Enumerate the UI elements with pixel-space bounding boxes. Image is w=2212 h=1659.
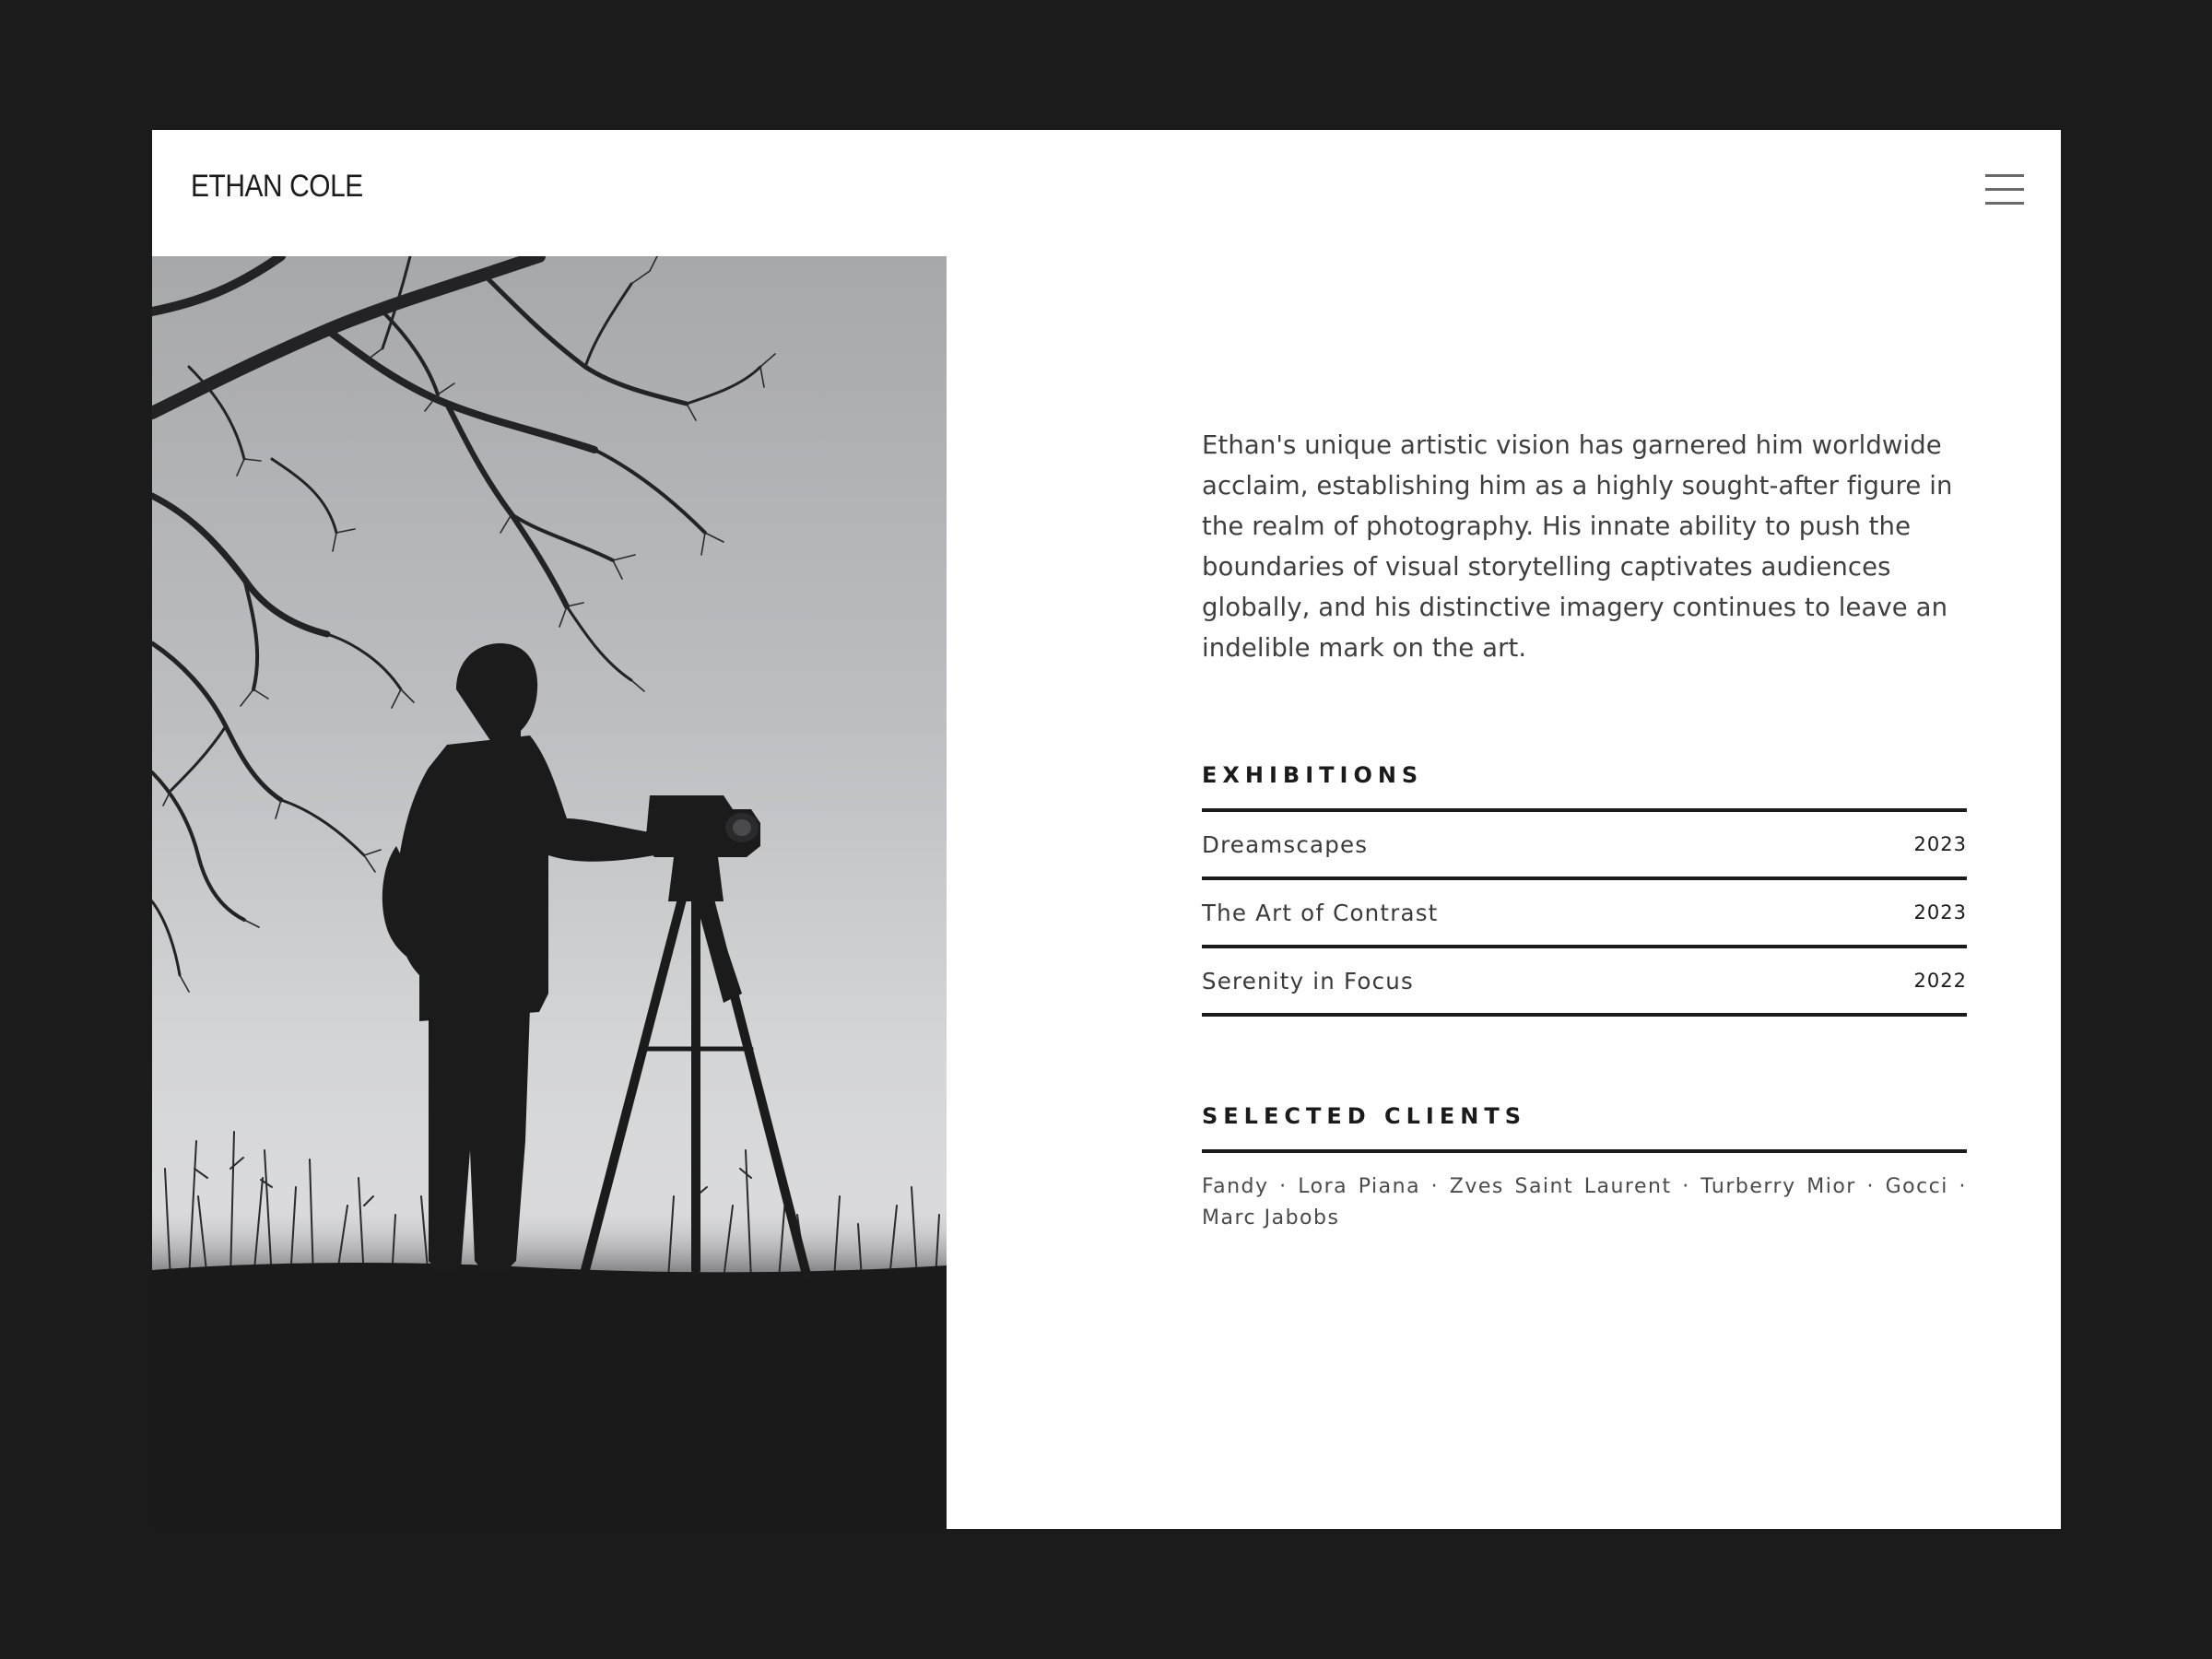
- exhibition-row[interactable]: [1202, 812, 1967, 880]
- exhibitions-list: [1202, 808, 1967, 1017]
- exhibitions-heading: EXHIBITIONS: [1202, 762, 1424, 788]
- site-brand[interactable]: ETHAN COLE: [191, 169, 363, 204]
- menu-bar-top: [1985, 174, 2024, 177]
- exhibition-title: Dreamscapes: [1202, 830, 1369, 858]
- clients-divider: [1202, 1149, 1967, 1153]
- menu-bar-bottom: [1985, 202, 2024, 205]
- exhibition-year: 2023: [1913, 901, 1967, 924]
- bio-paragraph: Ethan's unique artistic vision has garnered him worldwide acclaim, establishing him as a highly sought-after figure in the realm of photography. His innate ability to push the boundaries of visual storytelling captivates audiences globally, and his distinctive imagery continues to leave an indelible mark on the art.: [1202, 430, 1953, 663]
- exhibition-row[interactable]: [1202, 948, 1967, 1017]
- hamburger-menu-icon[interactable]: [1985, 172, 2026, 207]
- exhibition-title: The Art of Contrast: [1202, 899, 1439, 926]
- photographer-silhouette-image: [152, 256, 947, 1529]
- portfolio-card: [152, 130, 2061, 1529]
- exhibition-year: 2022: [1913, 970, 1967, 992]
- exhibition-title: Serenity in Focus: [1202, 967, 1414, 994]
- menu-bar-middle: [1985, 188, 2024, 191]
- exhibition-row[interactable]: [1202, 880, 1967, 948]
- clients-heading: SELECTED CLIENTS: [1202, 1103, 1526, 1129]
- exhibition-year: 2023: [1913, 833, 1967, 855]
- hero-photo: [152, 256, 947, 1529]
- clients-list: Fandy · Lora Piana · Zves Saint Laurent · Turberry Mior · Gocci · Marc Jabobs: [1202, 1175, 1967, 1230]
- about-section: [1202, 425, 1967, 1234]
